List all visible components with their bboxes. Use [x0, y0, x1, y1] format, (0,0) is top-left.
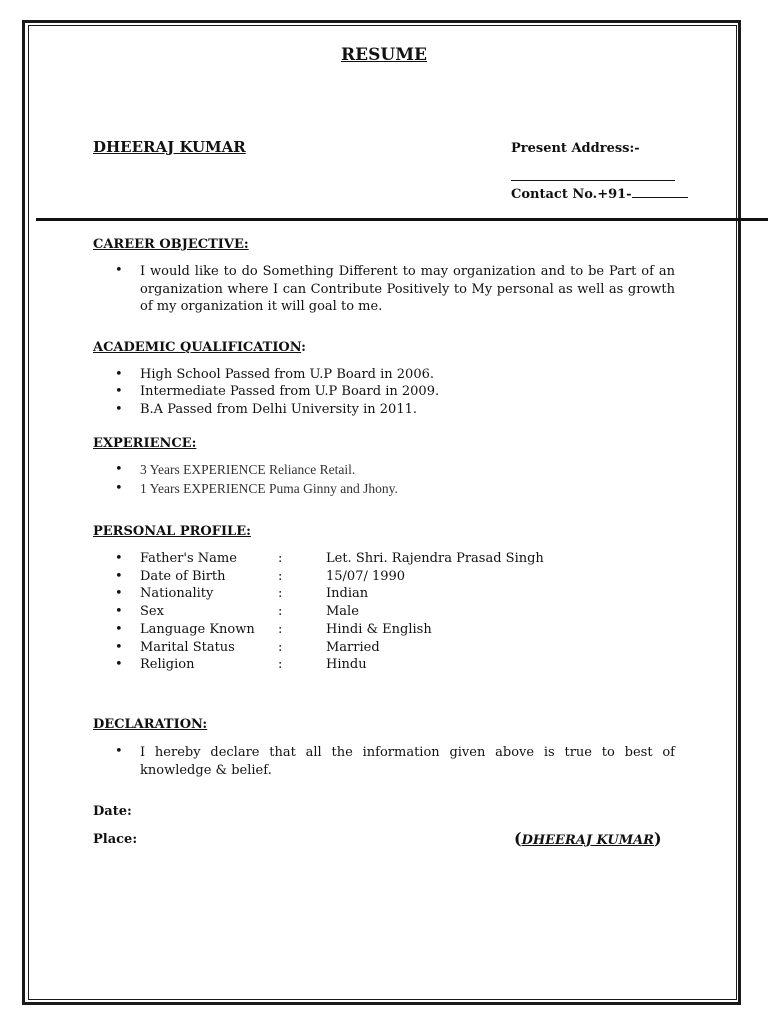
address-blank-line [511, 180, 675, 181]
profile-value: Male [326, 604, 359, 619]
declaration-heading: DECLARATION: [93, 717, 208, 732]
date-label: Date: [93, 804, 132, 819]
career-objective-item [93, 263, 675, 317]
profile-label: Father's Name [140, 551, 237, 566]
academic-item: Intermediate Passed from U.P Board in 2009. [140, 384, 440, 399]
profile-colon: : [278, 640, 283, 655]
experience-item: 3 Years EXPERIENCE Reliance Retail. [140, 462, 356, 477]
contact-number [511, 185, 688, 202]
present-address-label: Present Address:- [511, 141, 640, 156]
profile-value: Indian [326, 586, 369, 601]
bullet-dot: • [115, 586, 123, 601]
profile-colon: : [278, 551, 283, 566]
profile-label: Nationality [140, 586, 214, 601]
profile-label: Language Known [140, 622, 255, 637]
place-label: Place: [93, 832, 138, 847]
bullet-dot: • [115, 657, 123, 672]
resume-title: RESUME [341, 45, 427, 65]
declaration-text: I hereby declare that all the information given above is true to best of knowledge & belief. [140, 745, 675, 778]
signature-block [514, 829, 662, 848]
contact-label: Contact No.+91- [511, 187, 632, 202]
profile-colon: : [278, 657, 283, 672]
bullet-dot: • [115, 384, 123, 399]
bullet-dot: • [115, 569, 123, 584]
career-objective-heading: CAREER OBJECTIVE: [93, 237, 249, 252]
profile-colon: : [278, 622, 283, 637]
profile-value: Hindu [326, 657, 367, 672]
bullet-dot: • [115, 604, 123, 619]
profile-label: Sex [140, 604, 164, 619]
profile-value: 15/07/ 1990 [326, 569, 406, 584]
bullet-dot: • [115, 622, 123, 637]
signature-name: DHEERAJ KUMAR [521, 833, 654, 848]
bullet-dot: • [115, 640, 123, 655]
profile-value: Married [326, 640, 380, 655]
academic-item: High School Passed from U.P Board in 2006. [140, 367, 434, 382]
profile-colon: : [278, 586, 283, 601]
academic-heading: ACADEMIC QUALIFICATION: [93, 340, 306, 355]
declaration-item [93, 744, 675, 780]
profile-colon: : [278, 569, 283, 584]
page-border-inner [28, 25, 737, 1000]
signature-open-paren: ( [514, 829, 522, 848]
profile-value: Let. Shri. Rajendra Prasad Singh [326, 551, 544, 566]
bullet-dot: • [115, 744, 123, 759]
profile-colon: : [278, 604, 283, 619]
bullet-dot: • [115, 367, 123, 382]
experience-item: 1 Years EXPERIENCE Puma Ginny and Jhony. [140, 481, 398, 496]
profile-label: Date of Birth [140, 569, 226, 584]
signature-close-paren: ) [653, 829, 662, 848]
candidate-name: DHEERAJ KUMAR [93, 138, 246, 156]
header-divider [36, 218, 768, 221]
career-objective-text: I would like to do Something Different to may organization and to be Part of an organization where I can Contribute Positively to My personal as well as growth of my organization it will goal to me. [140, 264, 675, 314]
bullet-dot: • [115, 481, 123, 496]
bullet-dot: • [115, 462, 123, 477]
profile-label: Marital Status [140, 640, 235, 655]
profile-value: Hindi & English [326, 622, 432, 637]
personal-profile-heading: PERSONAL PROFILE: [93, 524, 251, 539]
academic-item: B.A Passed from Delhi University in 2011. [140, 402, 418, 417]
bullet-dot: • [115, 402, 123, 417]
profile-label: Religion [140, 657, 195, 672]
bullet-dot: • [115, 263, 123, 278]
bullet-dot: • [115, 551, 123, 566]
experience-heading: EXPERIENCE: [93, 436, 197, 451]
contact-blank [632, 185, 688, 198]
